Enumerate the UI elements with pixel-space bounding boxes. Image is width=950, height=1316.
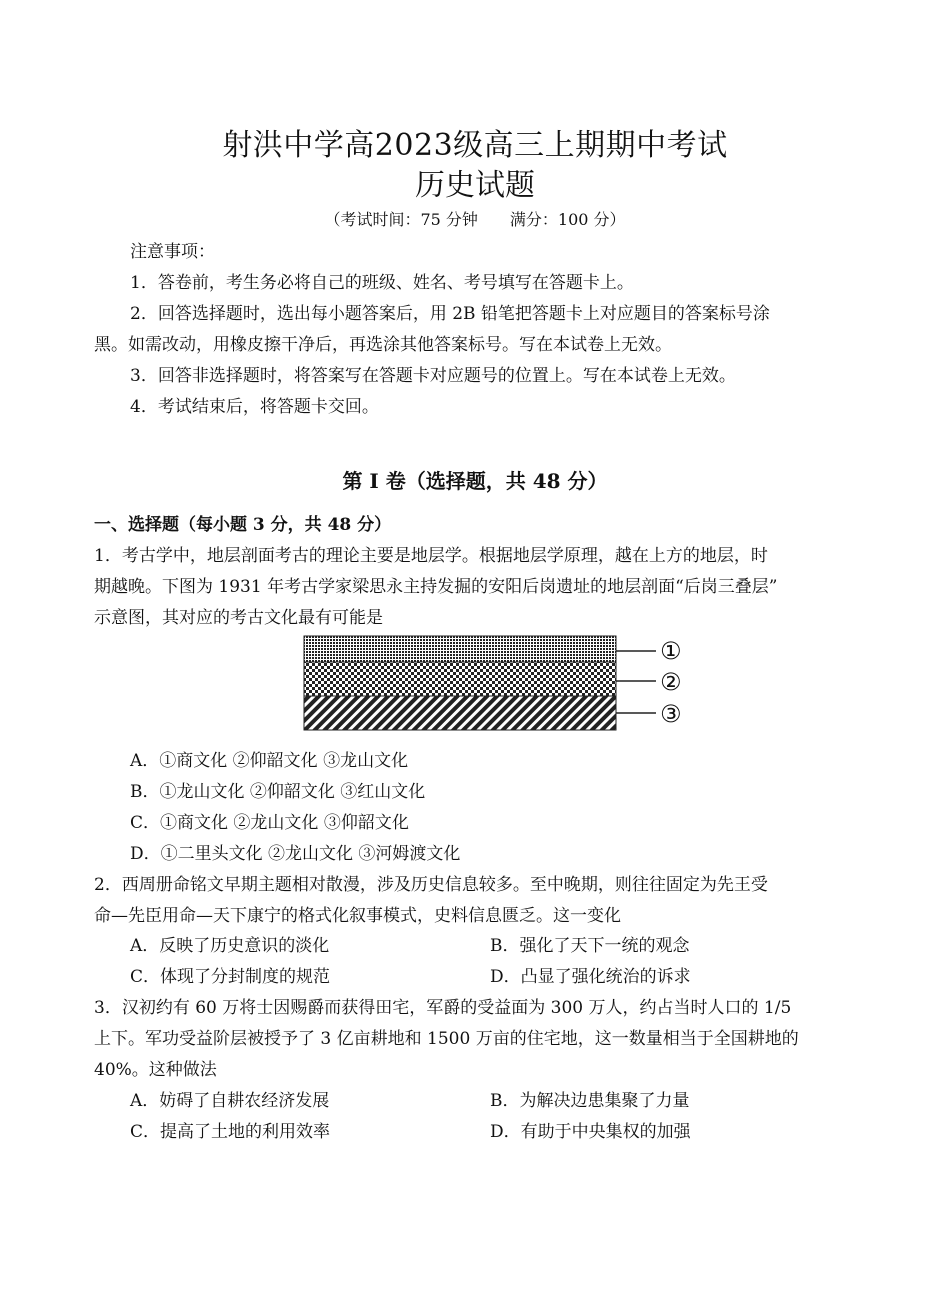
notice-item: 2．回答选择题时，选出每小题答案后，用 2B 铅笔把答题卡上对应题目的答案标号涂: [130, 304, 770, 324]
question-1-option-b: B．①龙山文化 ②仰韶文化 ③红山文化: [130, 782, 426, 802]
subject-title: 历史试题: [415, 168, 535, 203]
part-heading: 一、选择题（每小题 3 分，共 48 分）: [94, 515, 392, 535]
question-2-option-d: D．凸显了强化统治的诉求: [490, 967, 691, 987]
layer-1-label: ①: [660, 637, 682, 665]
question-3-stem: 上下。军功受益阶层被授予了 3 亿亩耕地和 1500 万亩的住宅地，这一数量相当于全国耕地的: [94, 1029, 799, 1049]
question-1-stem: 期越晚。下图为 1931 年考古学家梁思永主持发掘的安阳后岗遗址的地层剖面“后岗三叠层”: [94, 577, 778, 597]
stratum-layer-3: [304, 696, 616, 730]
question-3-stem: 3．汉初约有 60 万将士因赐爵而获得田宅，军爵的受益面为 300 万人，约占当时人口的 1/5: [94, 998, 792, 1018]
section-title: 第 I 卷（选择题，共 48 分）: [342, 469, 608, 493]
layer-3-label: ③: [660, 700, 682, 728]
layer-2-label: ②: [660, 668, 682, 696]
exam-title: 射洪中学高2023级高三上期期中考试: [222, 128, 728, 163]
question-3-option-a: A．妨碍了自耕农经济发展: [130, 1091, 330, 1111]
stratum-layer-1: [304, 636, 616, 662]
exam-info: （考试时间：75 分钟 满分：100 分）: [324, 210, 626, 229]
question-2-option-a: A．反映了历史意识的淡化: [130, 936, 330, 956]
notice-heading: 注意事项：: [130, 242, 215, 262]
question-3-option-d: D．有助于中央集权的加强: [490, 1122, 691, 1142]
question-1-option-c: C．①商文化 ②龙山文化 ③仰韶文化: [130, 813, 409, 833]
notice-item: 1．答卷前，考生务必将自己的班级、姓名、考号填写在答题卡上。: [130, 273, 634, 293]
question-2-stem: 2．西周册命铭文早期主题相对散漫，涉及历史信息较多。至中晚期，则往往固定为先王受: [94, 875, 768, 895]
question-2-stem: 命—先臣用命—天下康宁的格式化叙事模式，史料信息匮乏。这一变化: [94, 906, 621, 926]
notice-item-continuation: 黑。如需改动，用橡皮擦干净后，再选涂其他答案标号。写在本试卷上无效。: [94, 335, 672, 355]
question-1-stem: 示意图，其对应的考古文化最有可能是: [94, 608, 383, 628]
stratigraphy-diagram: [300, 633, 700, 733]
question-1-option-a: A．①商文化 ②仰韶文化 ③龙山文化: [130, 751, 409, 771]
notice-item: 4．考试结束后，将答题卡交回。: [130, 397, 379, 417]
question-3-stem: 40%。这种做法: [94, 1060, 217, 1080]
notice-item: 3．回答非选择题时，将答案写在答题卡对应题号的位置上。写在本试卷上无效。: [130, 366, 736, 386]
question-3-option-b: B．为解决边患集聚了力量: [490, 1091, 690, 1111]
stratum-layer-2: [304, 662, 616, 696]
question-1-option-d: D．①二里头文化 ②龙山文化 ③河姆渡文化: [130, 844, 461, 864]
question-2-option-b: B．强化了天下一统的观念: [490, 936, 690, 956]
question-2-option-c: C．体现了分封制度的规范: [130, 967, 331, 987]
question-1-stem: 1．考古学中，地层剖面考古的理论主要是地层学。根据地层学原理，越在上方的地层，时: [94, 546, 768, 566]
question-3-option-c: C．提高了土地的利用效率: [130, 1122, 331, 1142]
